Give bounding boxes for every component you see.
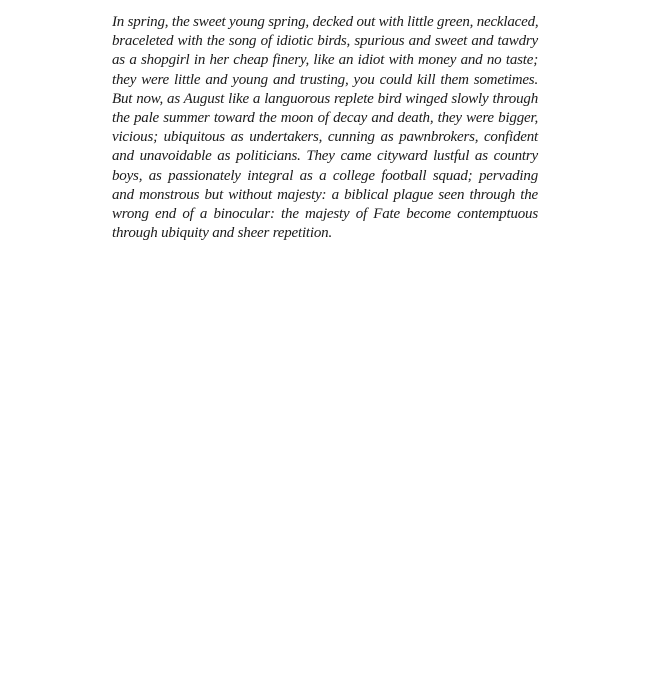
passage-line: braceleted with the song of idiotic birds, spurious and sweet and tawdry <box>112 33 538 50</box>
passage-line: through ubiquity and sheer repetition. <box>112 225 333 242</box>
passage-line: as a shopgirl in her cheap finery, like an idiot with money and no taste; <box>112 52 538 69</box>
passage-line: wrong end of a binocular: the majesty of Fate become contemptuous <box>112 205 538 222</box>
passage-line: vicious; ubiquitous as undertakers, cunning as pawnbrokers, confident <box>112 129 538 146</box>
passage-line: and monstrous but without majesty: a biblical plague seen through the <box>112 186 538 203</box>
passage-line: boys, as passionately integral as a college football squad; pervading <box>112 167 538 184</box>
passage-line: they were little and young and trusting, you could kill them sometimes. <box>112 71 538 88</box>
passage-paragraph <box>112 13 538 243</box>
passage-line: But now, as August like a languorous replete bird winged slowly through <box>112 90 538 107</box>
passage-line: the pale summer toward the moon of decay and death, they were bigger, <box>112 109 538 126</box>
passage-line: In spring, the sweet young spring, decked out with little green, necklaced, <box>112 14 539 30</box>
passage-line: and unavoidable as politicians. They came cityward lustful as country <box>112 148 538 165</box>
